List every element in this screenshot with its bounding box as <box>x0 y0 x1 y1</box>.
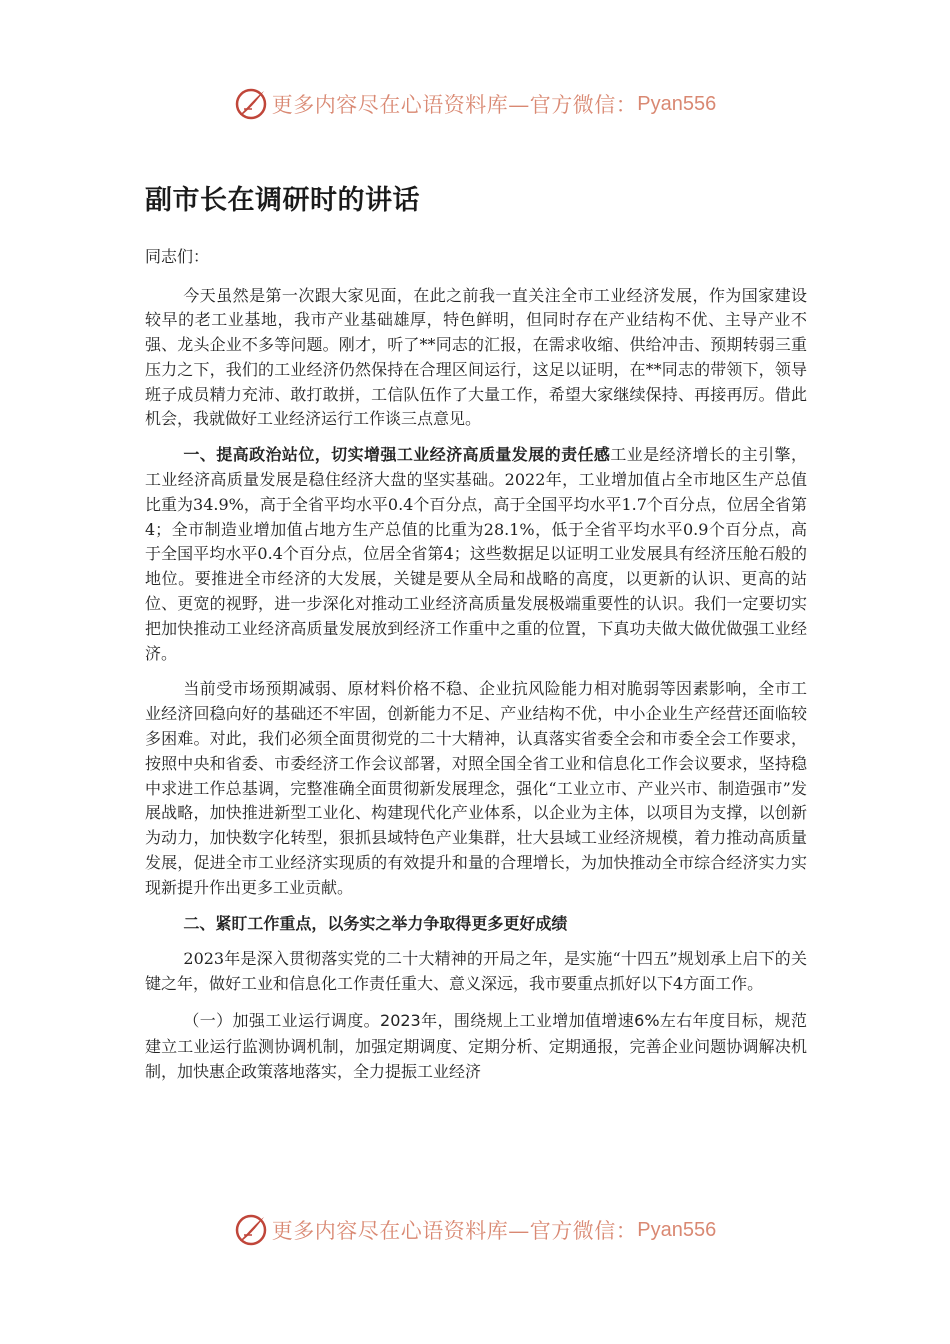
paragraph-intro: 今天虽然是第一次跟大家见面，在此之前我一直关注全市工业经济发展，作为国家建设较早的老工业基地，我市产业基础雄厚，特色鲜明，但同时存在产业结构不优、主导产业不强、龙头企业不多等问题。刚才，听了**同志的汇报，在需求收缩、供给冲击、预期转弱三重压力之下，我们的工业经济仍然保持在合理区间运行，这足以证明，在**同志的带领下，领导班子成员精力充沛、敢打敢拼，工信队伍作了大量工作，希望大家继续保持、再接再厉。借此机会，我就做好工业经济运行工作谈三点意见。 <box>145 285 807 429</box>
watermark-footer <box>0 1210 950 1250</box>
section-one-body: 工业是经济增长的主引擎，工业经济高质量发展是稳住经济大盘的坚实基础。2022年，工业增加值占全市地区生产总值比重为34.9%，高于全省平均水平0.4个百分点，高于全国平均水平1.7个百分点，位居全省第4；全市制造业增加值占地方生产总值的比重为28.1%，低于全省平均水平0.9个百分点，高于全国平均水平0.4个百分点，位居全省第4；这些数据足以证明工业发展具有经济压舱石般的地位。要推进全市经济的大发展，关键是要从全局和战略的高度，以更新的认识、更高的站位、更宽的视野，进一步深化对推动工业经济高质量发展极端重要性的认识。我们一定要切实把加快推动工业经济高质量发展放到经济工作重中之重的位置，下真功夫做大做优做强工业经济。 <box>145 445 807 663</box>
document-body <box>145 178 807 1085</box>
quill-logo-icon <box>234 87 268 121</box>
quill-logo-icon <box>234 1213 268 1247</box>
watermark-wechat-id: Pyan556 <box>637 92 717 115</box>
section-two-heading: 二、紧盯工作重点，以务实之举力争取得更多更好成绩 <box>183 913 568 933</box>
paragraph-current-situation: 当前受市场预期减弱、原材料价格不稳、企业抗风险能力相对脆弱等因素影响，全市工业经济回稳向好的基础还不牢固，创新能力不足、产业结构不优，中小企业生产经营还面临较多困难。对此，我们必须全面贯彻党的二十大精神，认真落实省委全会和市委全会工作要求，按照中央和省委、市委经济工作会议部署，对照全国全省工业和信息化工作会议要求，坚持稳中求进工作总基调，完整准确全面贯彻新发展理念，强化“工业立市、产业兴市、制造强市”发展战略，加快推进新型工业化、构建现代化产业体系，以企业为主体，以项目为支撑，以创新为动力，加快数字化转型，狠抓县域特色产业集群，壮大县域工业经济规模，着力推动高质量发展，促进全市工业经济实现质的有效提升和量的合理增长，为加快推动全市综合经济实力实现新提升作出更多工业贡献。 <box>145 679 807 897</box>
section-one-heading: 一、提高政治站位，切实增强工业经济高质量发展的责任感 <box>183 445 611 465</box>
watermark-text: 更多内容尽在心语资料库—官方微信： <box>271 93 638 117</box>
watermark-text: 更多内容尽在心语资料库—官方微信： <box>271 1219 638 1243</box>
watermark-wechat-id: Pyan556 <box>637 1218 717 1241</box>
paragraph-section-one <box>145 443 807 666</box>
paragraph-2023-overview: 2023年是深入贯彻落实党的二十大精神的开局之年，是实施“十四五”规划承上启下的关键之年，做好工业和信息化工作责任重大、意义深远，我市要重点抓好以下4方面工作。 <box>145 949 807 994</box>
salutation: 同志们： <box>145 247 210 266</box>
paragraph-item-one: （一）加强工业运行调度。2023年，围绕规上工业增加值增速6%左右年度目标，规范建立工业运行监测协调机制，加强定期调度、定期分析、定期通报，完善企业问题协调解决机制，加快惠企政策落地落实，全力提振工业经济 <box>145 1011 807 1082</box>
document-title: 副市长在调研时的讲话 <box>145 185 420 216</box>
watermark-header <box>0 84 950 124</box>
